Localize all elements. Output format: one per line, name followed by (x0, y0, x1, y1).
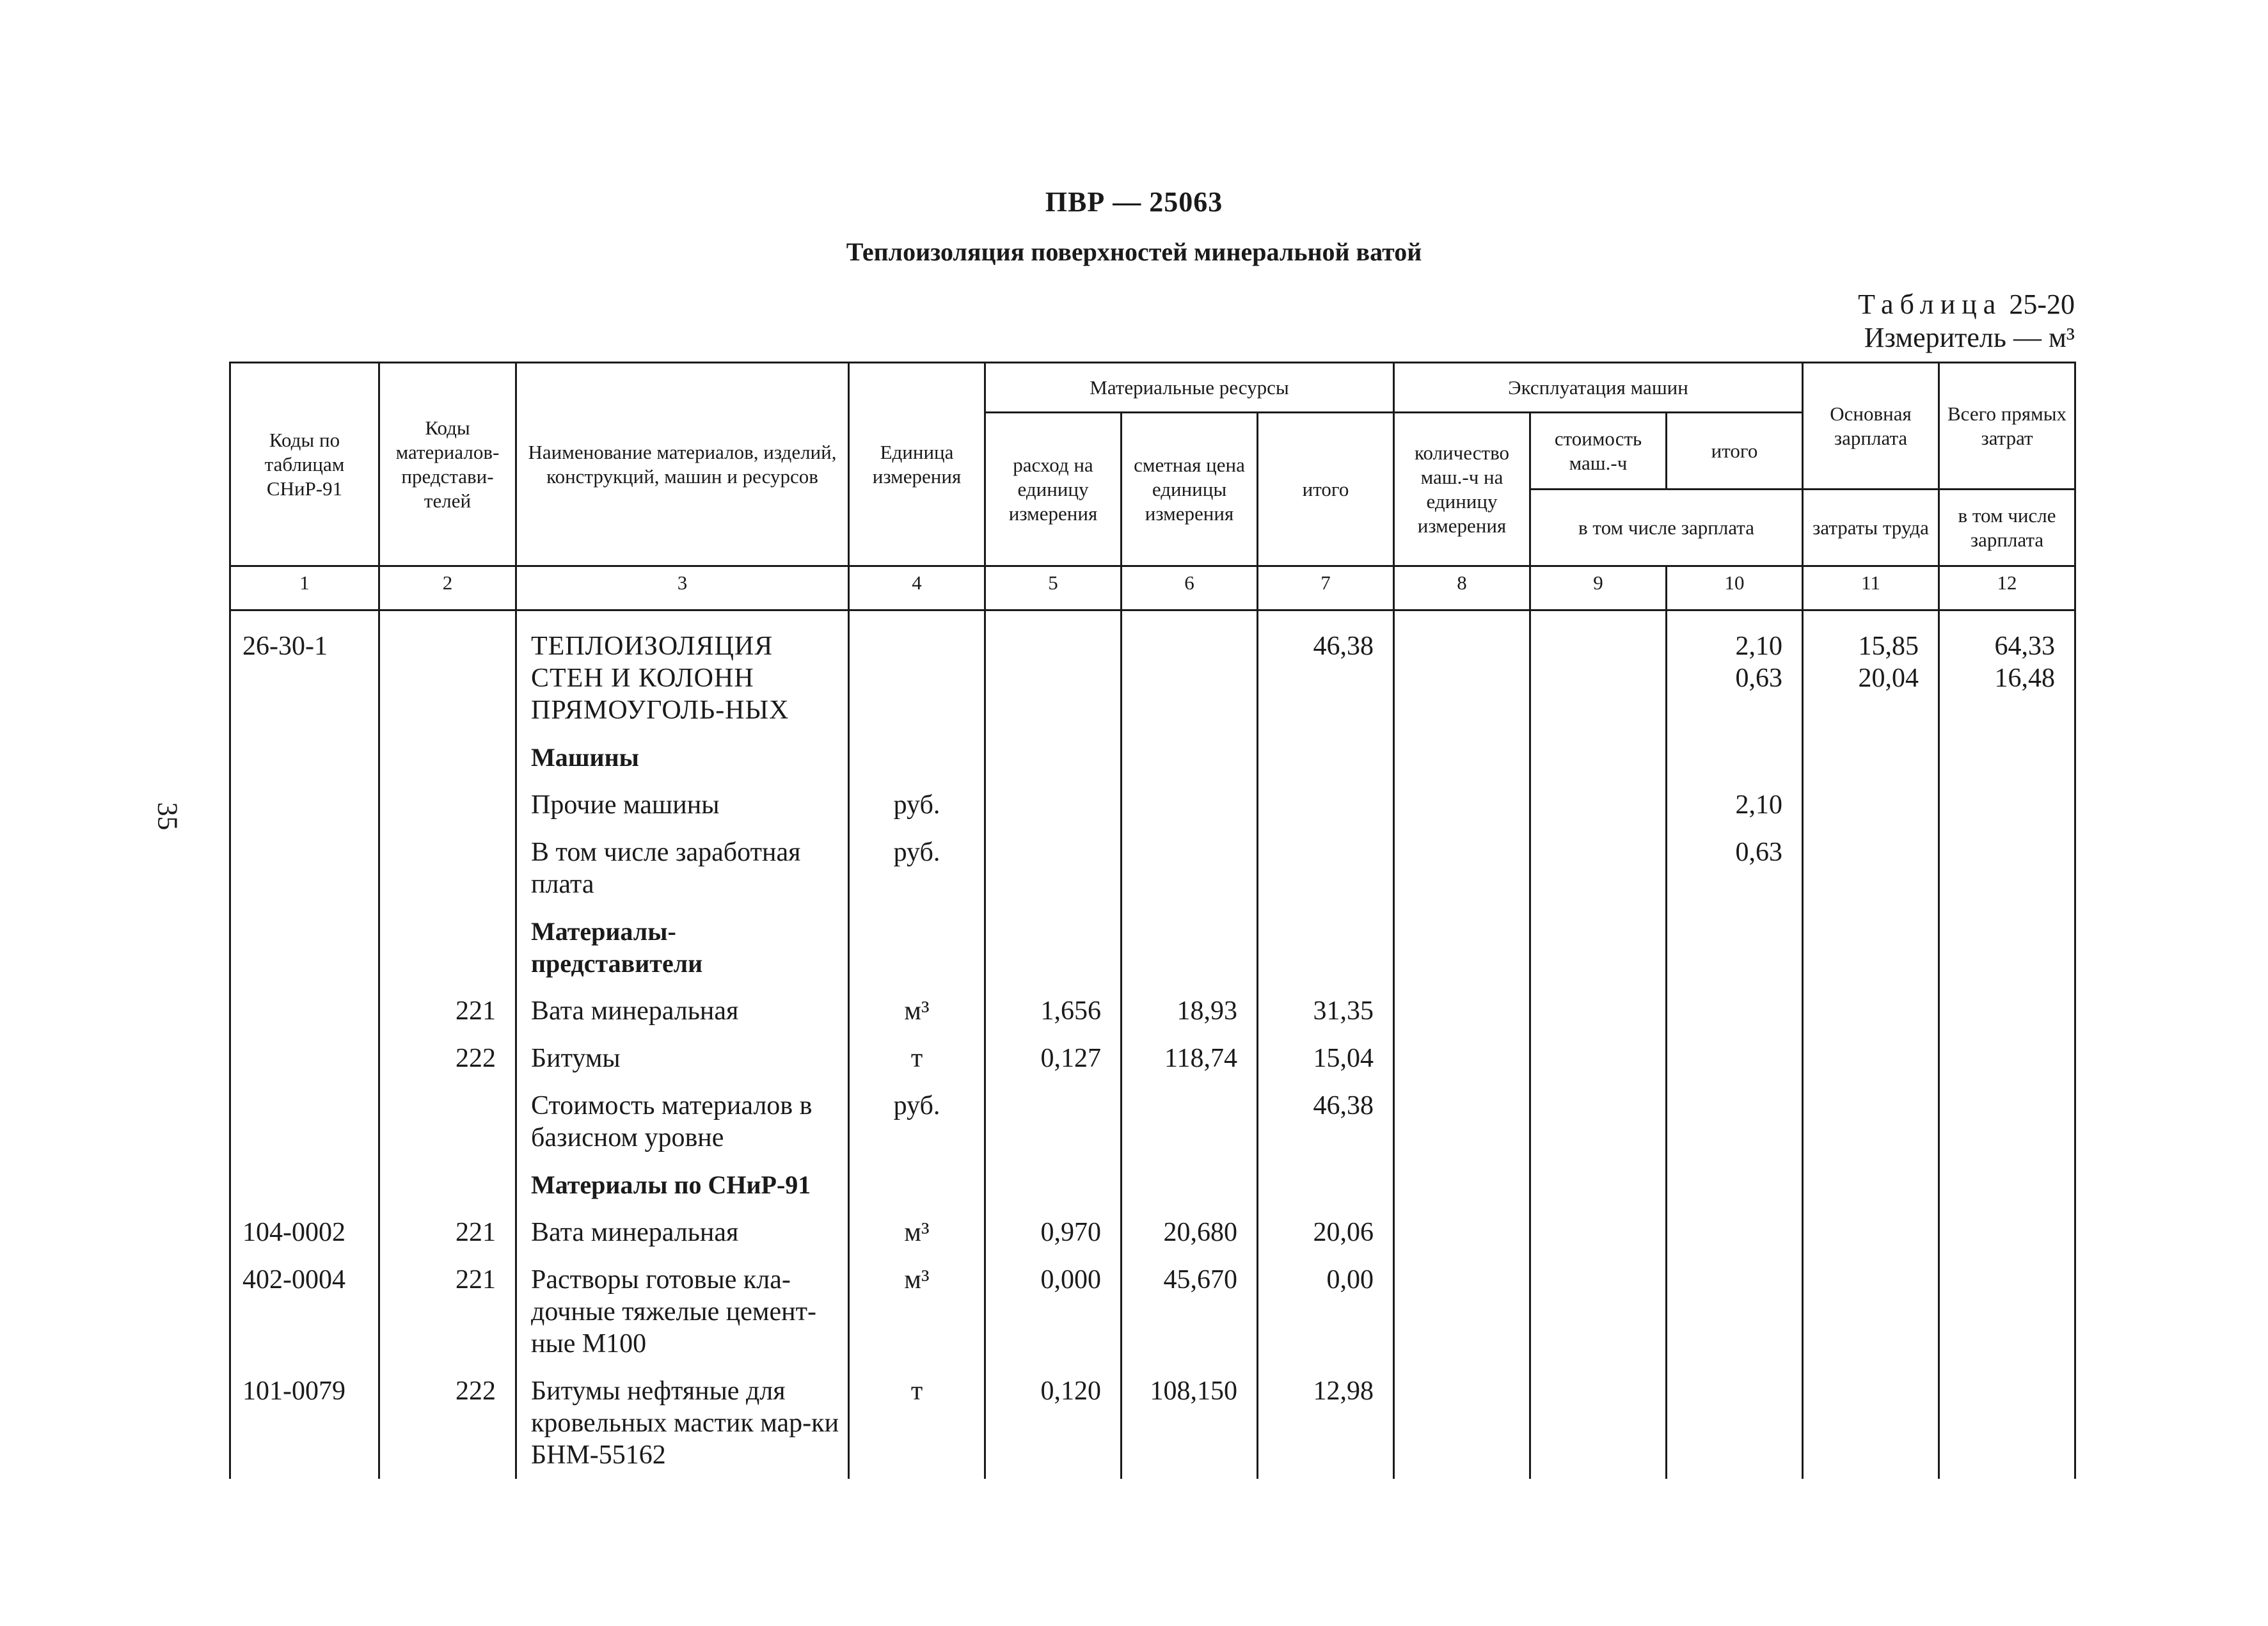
cell-machine-total: 0,63 (1667, 829, 1803, 908)
spacer-row (230, 610, 2075, 623)
labor-value: 20,04 (1858, 664, 1919, 693)
cell-unit: т (849, 1367, 985, 1479)
table-row (230, 1256, 2075, 1367)
cell-name: Стоимость материалов в базисном уровне (516, 1082, 849, 1161)
table-row (230, 781, 2075, 829)
cell-name: Прочие машины (516, 781, 849, 829)
table-row (230, 1035, 2075, 1082)
cell-material-total: 31,35 (1258, 987, 1394, 1035)
table-row-section (230, 908, 2075, 987)
cell-total-direct (1939, 623, 2075, 734)
column-number: 11 (1803, 566, 1939, 610)
total-wage-value: 16,48 (1994, 664, 2056, 693)
col-header-material-total: итого (1258, 413, 1394, 566)
cell-code: 26-30-1 (230, 623, 379, 734)
cell-machine-total (1667, 623, 1803, 734)
cell-price: 118,74 (1122, 1035, 1258, 1082)
table-number: 25-20 (2009, 289, 2075, 320)
col-header-rate: расход на единицу измерения (985, 413, 1122, 566)
cell-unit: руб. (849, 829, 985, 908)
column-number: 3 (516, 566, 849, 610)
table-row (230, 1209, 2075, 1256)
column-number: 5 (985, 566, 1122, 610)
cell-name: В том числе заработная плата (516, 829, 849, 908)
col-header-labor: затраты труда (1803, 490, 1939, 566)
col-header-direct-wage: в том числе зарплата (1939, 490, 2075, 566)
table-body (230, 566, 2075, 1479)
col-header-total-direct: Всего прямых затрат (1939, 363, 2075, 490)
section-title-machines: Машины (516, 734, 849, 781)
cell-unit: м³ (849, 1256, 985, 1367)
col-header-machine-wage: в том числе зарплата (1530, 490, 1803, 566)
col-group-materials: Материальные ресурсы (985, 363, 1394, 413)
cell-price: 20,680 (1122, 1209, 1258, 1256)
cell-unit: м³ (849, 1209, 985, 1256)
cell-rate: 0,000 (985, 1256, 1122, 1367)
cell-rep-code: 221 (379, 987, 516, 1035)
cell-rep-code: 221 (379, 1256, 516, 1367)
table-row (230, 987, 2075, 1035)
col-header-unit: Единица измерения (849, 363, 985, 566)
col-header-price: сметная цена единицы измерения (1122, 413, 1258, 566)
cell-name: Битумы (516, 1035, 849, 1082)
cell-machine-total: 2,10 (1667, 781, 1803, 829)
cell-unit: руб. (849, 781, 985, 829)
cell-price: 108,150 (1122, 1367, 1258, 1479)
cell-price: 18,93 (1122, 987, 1258, 1035)
col-header-snip-codes: Коды по таблицам СНиР-91 (230, 363, 379, 566)
col-header-machine-hour-cost: стоимость маш.-ч (1530, 413, 1667, 490)
column-number: 8 (1394, 566, 1530, 610)
document-subtitle: Теплоизоляция поверхностей минеральной ватой (846, 237, 1422, 266)
section-title-representatives: Материалы-представители (516, 908, 849, 987)
col-header-rep-codes: Коды материалов-представи-телей (379, 363, 516, 566)
cell-rep-code: 222 (379, 1367, 516, 1479)
cell-name: Вата минеральная (516, 987, 849, 1035)
col-group-machines: Эксплуатация машин (1394, 363, 1803, 413)
column-number: 6 (1122, 566, 1258, 610)
cell-material-total: 46,38 (1258, 1082, 1394, 1161)
machine-wage-value: 0,63 (1735, 664, 1783, 693)
table-row-section (230, 734, 2075, 781)
col-header-machine-hours: количество маш.-ч на единицу измерения (1394, 413, 1530, 566)
table-label: Таблица (1858, 289, 2002, 320)
cell-code: 104-0002 (230, 1209, 379, 1256)
cell-rate: 0,127 (985, 1035, 1122, 1082)
col-header-base-wage: Основная зарплата (1803, 363, 1939, 490)
cell-name: ТЕПЛОИЗОЛЯЦИЯ СТЕН И КОЛОНН ПРЯМОУГОЛЬ-НЫХ (516, 623, 849, 734)
table-row (230, 1082, 2075, 1161)
cell-material-total: 20,06 (1258, 1209, 1394, 1256)
cell-name: Битумы нефтяные для кровельных мастик мар-ки БНМ-55162 (516, 1367, 849, 1479)
page-number: 35 (152, 802, 184, 831)
column-number: 4 (849, 566, 985, 610)
col-header-name: Наименование материалов, изделий, конструкций, машин и ресурсов (516, 363, 849, 566)
table-row-section (230, 1161, 2075, 1209)
resources-table-wrapper (229, 362, 2072, 1479)
cell-unit: руб. (849, 1082, 985, 1161)
column-number: 10 (1667, 566, 1803, 610)
table-header (230, 363, 2075, 566)
cell-unit: т (849, 1035, 985, 1082)
cell-rep-code: 221 (379, 1209, 516, 1256)
total-direct-value: 64,33 (1994, 632, 2056, 661)
column-number: 12 (1939, 566, 2075, 610)
column-number: 1 (230, 566, 379, 610)
column-number: 7 (1258, 566, 1394, 610)
cell-name: Растворы готовые кла-дочные тяжелые цемент-ные М100 (516, 1256, 849, 1367)
column-number: 2 (379, 566, 516, 610)
cell-base-wage (1803, 623, 1939, 734)
resources-table (229, 362, 2076, 1479)
cell-rep-code: 222 (379, 1035, 516, 1082)
cell-price: 45,670 (1122, 1256, 1258, 1367)
table-row-main (230, 623, 2075, 734)
cell-name: Вата минеральная (516, 1209, 849, 1256)
cell-code: 402-0004 (230, 1256, 379, 1367)
table-label-line (1858, 288, 2075, 321)
cell-material-total: 15,04 (1258, 1035, 1394, 1082)
cell-material-total: 46,38 (1258, 623, 1394, 734)
cell-rate: 1,656 (985, 987, 1122, 1035)
cell-rate: 0,970 (985, 1209, 1122, 1256)
section-title-snip: Материалы по СНиР-91 (516, 1161, 849, 1209)
cell-material-total: 12,98 (1258, 1367, 1394, 1479)
measure-label: Измеритель — м³ (1864, 322, 2075, 353)
table-row (230, 829, 2075, 908)
cell-rate: 0,120 (985, 1367, 1122, 1479)
document-title: ПВР — 25063 (1045, 186, 1223, 218)
machine-total-value: 2,10 (1735, 632, 1783, 661)
column-number: 9 (1530, 566, 1667, 610)
base-wage-value: 15,85 (1858, 632, 1919, 661)
column-number-row (230, 566, 2075, 610)
cell-material-total: 0,00 (1258, 1256, 1394, 1367)
table-caption (1858, 288, 2075, 355)
cell-unit: м³ (849, 987, 985, 1035)
cell-code: 101-0079 (230, 1367, 379, 1479)
col-header-machine-total: итого (1667, 413, 1803, 490)
table-row (230, 1367, 2075, 1479)
